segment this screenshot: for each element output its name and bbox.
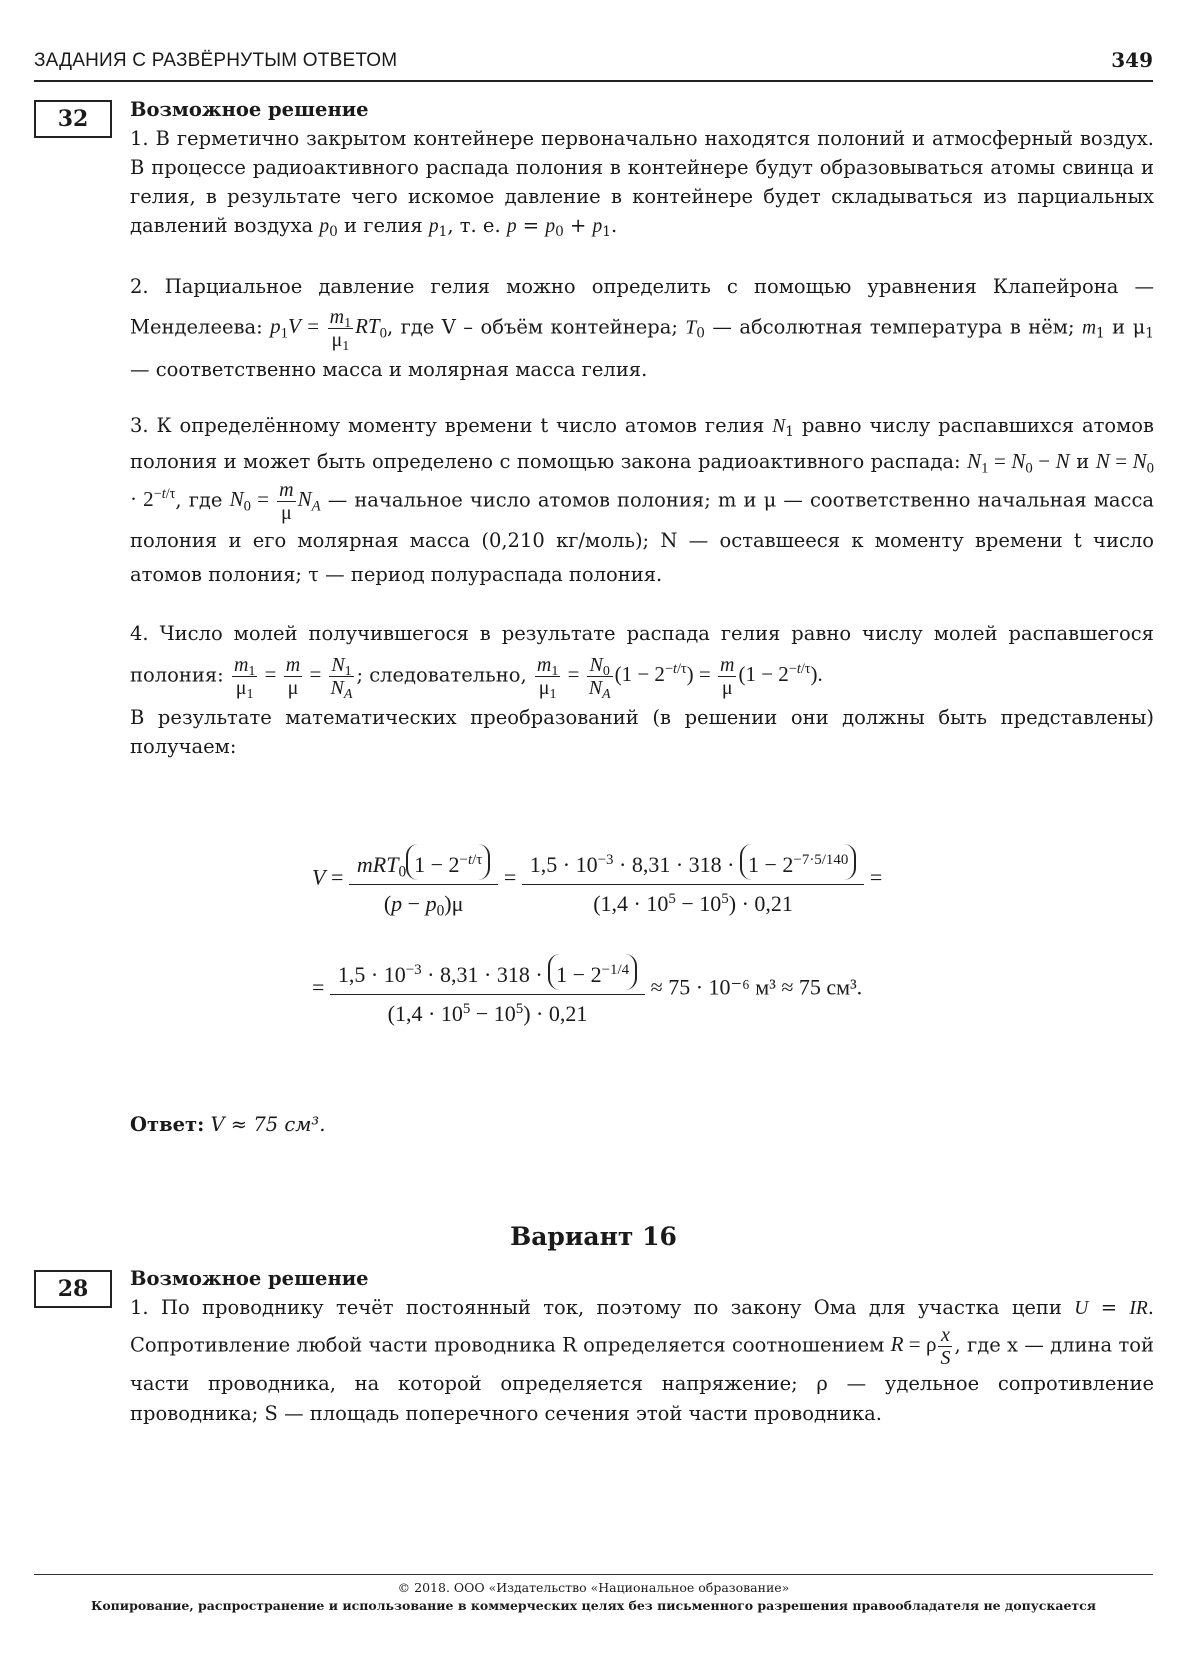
paragraph-4: 4. Число молей получившегося в результате распада гелия равно числу молей распавшегося полония: $\frac{m_1}{\mu_1}$ = $\frac{m}{\mu}$ = $\frac{N_1}{N_A}$ ; следовательно, $\frac{m_1}{\mu_1}$ = $\frac{N_0}{N_A}$ $(1 - 2^{-t/\tau})$ = $\frac{m}{\mu}$ $(1 - 2^{-t/\tau})$. [130, 622, 1154, 703]
answer-label: Ответ: [130, 1113, 205, 1136]
paragraph-3: 3. К определённому моменту времени t число атомов гелия $N_1$ равно числу распавшихся атомов полония и может быть определено с помощью закона радиоактивного распада: $N_1 = N_0 - N$ и $N = N_0 \cdot 2^{-t/\tau}$, где $N_0$ = $\frac{m}{\mu}$ $N_A$ — начальное число атомов полония; m и μ — соответственно начальная масса полония и его молярная масса (0,210 кг/моль); N — оставшееся к моменту времени t число атомов полония; τ — период полураспада полония. [130, 414, 1155, 586]
footer [34, 1574, 1153, 1615]
task-number-28: 28 [34, 1270, 112, 1308]
task-number-32: 32 [34, 100, 112, 138]
formula-line-1: V = $\frac{mRT_0 1 - 2^{-t/\tau}}{(p - p_0)\mu}$ = $\frac{1,5 \cdot 10^{-3} \cdot 8,31 \cdot 318 \cdot 1 - 2^{-7\cdot 5/140}}{(1,4 \cdot 10^5 - 10^5) \cdot 0,21}$ = [312, 842, 882, 917]
copyright: © 2018. ООО «Издательство «Национальное образование» [397, 1580, 790, 1595]
answer [130, 1110, 1154, 1139]
result-value: ≈ 75 · 10⁻⁶ м³ ≈ 75 см³. [650, 974, 863, 1000]
formula-line-2: = $\frac{1,5 \cdot 10^{-3} \cdot 8,31 \cdot 318 \cdot 1 - 2^{-1/4}}{(1,4 \cdot 10^5 - 10^5) \cdot 0,21}$ ≈ 75 · 10⁻⁶ м³ ≈ 75 см³. [312, 952, 862, 1027]
paragraph-5: В результате математических преобразований (в решении они должны быть представлены) получаем: [130, 706, 1154, 758]
solution-heading: Возможное решение [130, 98, 369, 121]
copy-notice: Копирование, распространение и использование в коммерческих целях без письменного разрешения правообладателя не допускается [90, 1598, 1097, 1613]
page-header [34, 46, 1153, 82]
answer-value: V ≈ 75 см³. [210, 1113, 326, 1136]
paragraph-1: 1. В герметично закрытом контейнере первоначально находятся полоний и атмосферный воздух. В процессе радиоактивного распада полония в контейнере будут образовываться атомы свинца и гелия, в результате чего искомое давление в контейнере будет складываться из парциальных давлений воздуха $p_0$ и гелия $p_1$, т. е. $p = p_0 + p_1$. [130, 127, 1154, 241]
page-number: 349 [1111, 48, 1153, 72]
section-title: ЗАДАНИЯ С РАЗВЁРНУТЫМ ОТВЕТОМ [34, 50, 398, 71]
task-28-solution [130, 1264, 1154, 1429]
paragraph-1: 1. По проводнику течёт постоянный ток, поэтому по закону Ома для участка цепи U = IR. Сопротивление любой части проводника R определяется соотношением R = ρ $\frac{x}{S}$ , где x — длина той части проводника, на которой определяется напряжение; ρ — удельное сопротивление проводника; S — площадь поперечного сечения этой части проводника. [130, 1296, 1154, 1425]
variant-title: Вариант 16 [510, 1222, 677, 1251]
task-32-solution [130, 95, 1154, 761]
solution-heading: Возможное решение [130, 1267, 369, 1290]
paragraph-2: 2. Парциальное давление гелия можно определить с помощью уравнения Клапейрона — Менделеева: $p_1V$ = $\frac{m_1}{\mu_1}$ $RT_0$, где V – объём контейнера; $T_0$ — абсолютная температура в нём; $m_1$ и $\mu_1$ — соответственно масса и молярная масса гелия. [130, 275, 1154, 381]
